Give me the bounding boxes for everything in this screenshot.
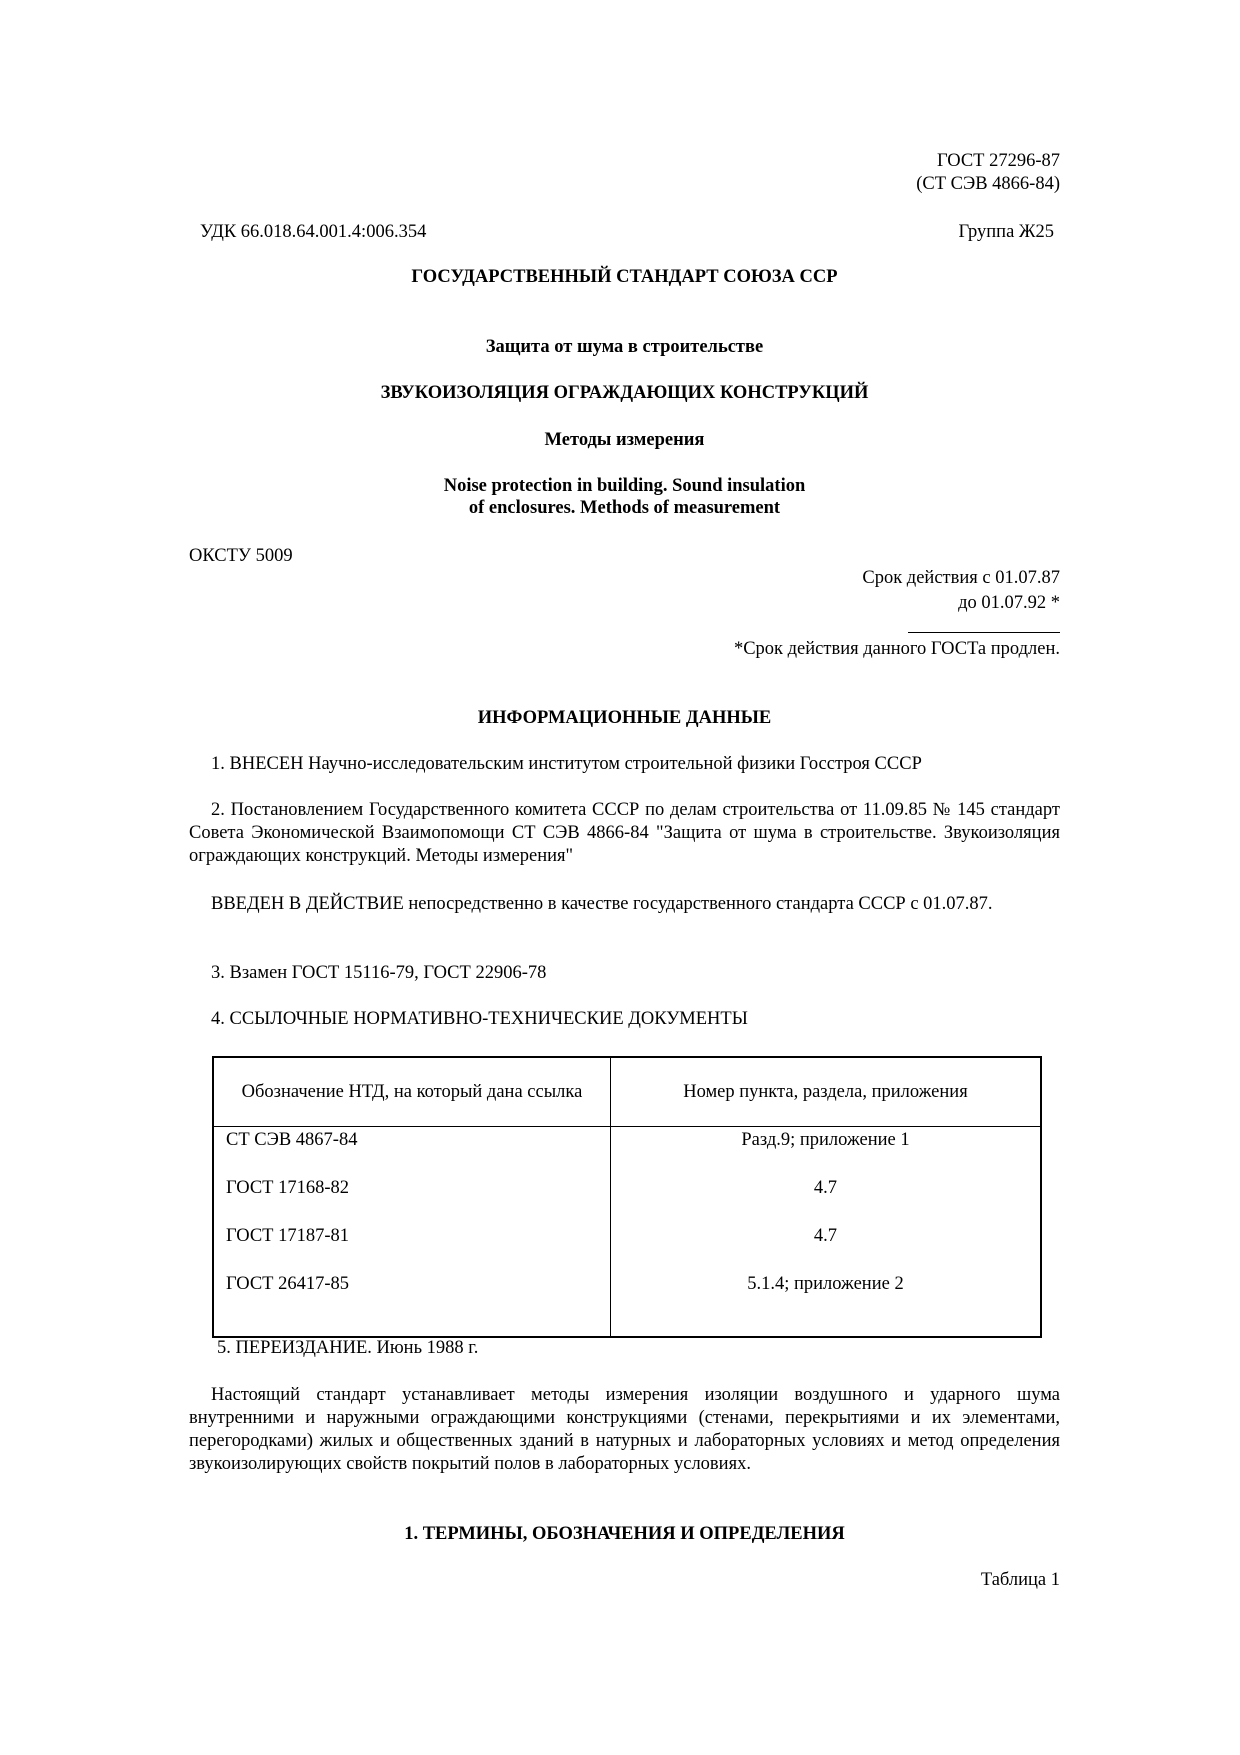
- group-code: Группа Ж25: [958, 222, 1054, 242]
- table-row: [213, 1271, 1041, 1337]
- gost-number: ГОСТ 27296-87: [937, 151, 1060, 171]
- table-1-label: Таблица 1: [980, 1570, 1060, 1590]
- section-1-heading: 1. ТЕРМИНЫ, ОБОЗНАЧЕНИЯ И ОПРЕДЕЛЕНИЯ: [404, 1524, 845, 1544]
- info-introduced: ВВЕДЕН В ДЕЙСТВИЕ непосредственно в качестве государственного стандарта СССР с 01.07.87.: [211, 894, 993, 914]
- validity-to: до 01.07.92 *: [958, 593, 1060, 613]
- table-cell-section: 5.1.4; приложение 2: [610, 1271, 1041, 1337]
- table-header-cell: Обозначение НТД, на который дана ссылка: [213, 1057, 610, 1127]
- okstu-code: ОКСТУ 5009: [189, 546, 293, 566]
- info-heading: ИНФОРМАЦИОННЫЕ ДАННЫЕ: [477, 708, 772, 728]
- scope-paragraph: Настоящий стандарт устанавливает методы измерения изоляции воздушного и ударного шума внутренними и наружными ограждающими конструкциями (стенами, перекрытиями и их элементами, перегородками) жилых и общественных зданий в натурных и лабораторных условиях и метод определения звукоизолирующих свойств покрытий полов в лабораторных условиях.: [189, 1385, 1060, 1474]
- subtitle: Методы измерения: [544, 430, 705, 450]
- table-header-cell: Номер пункта, раздела, приложения: [610, 1057, 1041, 1127]
- table-cell-document: ГОСТ 17168-82: [213, 1175, 610, 1223]
- state-standard-title: ГОСУДАРСТВЕННЫЙ СТАНДАРТ СОЮЗА ССР: [411, 267, 838, 287]
- info-item-5: 5. ПЕРЕИЗДАНИЕ. Июнь 1988 г.: [217, 1338, 479, 1358]
- table-cell-document: ГОСТ 17187-81: [213, 1223, 610, 1271]
- info-item-4: 4. ССЫЛОЧНЫЕ НОРМАТИВНО-ТЕХНИЧЕСКИЕ ДОКУМЕНТЫ: [211, 1009, 748, 1029]
- table-cell-section: Разд.9; приложение 1: [610, 1127, 1041, 1176]
- footnote-divider: [908, 632, 1060, 633]
- table-cell-section: 4.7: [610, 1175, 1041, 1223]
- info-item-1: 1. ВНЕСЕН Научно-исследовательским институтом строительной физики Госстроя СССР: [211, 754, 922, 774]
- main-title: ЗВУКОИЗОЛЯЦИЯ ОГРАЖДАЮЩИХ КОНСТРУКЦИЙ: [380, 383, 869, 403]
- english-title-line2: of enclosures. Methods of measurement: [468, 498, 781, 518]
- udk-code: УДК 66.018.64.001.4:006.354: [200, 222, 427, 242]
- table-cell-section: 4.7: [610, 1223, 1041, 1271]
- table-cell-document: СТ СЭВ 4867-84: [213, 1127, 610, 1176]
- info-item-3: 3. Взамен ГОСТ 15116-79, ГОСТ 22906-78: [211, 963, 547, 983]
- validity-from: Срок действия с 01.07.87: [862, 568, 1060, 588]
- english-title-line1: Noise protection in building. Sound insulation: [443, 476, 806, 496]
- table-row: [213, 1223, 1041, 1271]
- subject-title: Защита от шума в строительстве: [485, 337, 764, 357]
- table-cell-document: ГОСТ 26417-85: [213, 1271, 610, 1337]
- table-row: [213, 1175, 1041, 1223]
- table-row: [213, 1127, 1041, 1176]
- validity-note: *Срок действия данного ГОСТа продлен.: [733, 639, 1060, 659]
- st-sev-number: (СТ СЭВ 4866-84): [916, 174, 1060, 194]
- info-item-2: 2. Постановлением Государственного комитета СССР по делам строительства от 11.09.85 № 145 стандарт Совета Экономической Взаимопомощи СТ СЭВ 4866-84 "Защита от шума в строительстве. Звукоизоляция ограждающих конструкций. Методы измерения": [189, 800, 1060, 866]
- table-header-row: [213, 1057, 1041, 1127]
- reference-documents-table: [212, 1056, 1042, 1338]
